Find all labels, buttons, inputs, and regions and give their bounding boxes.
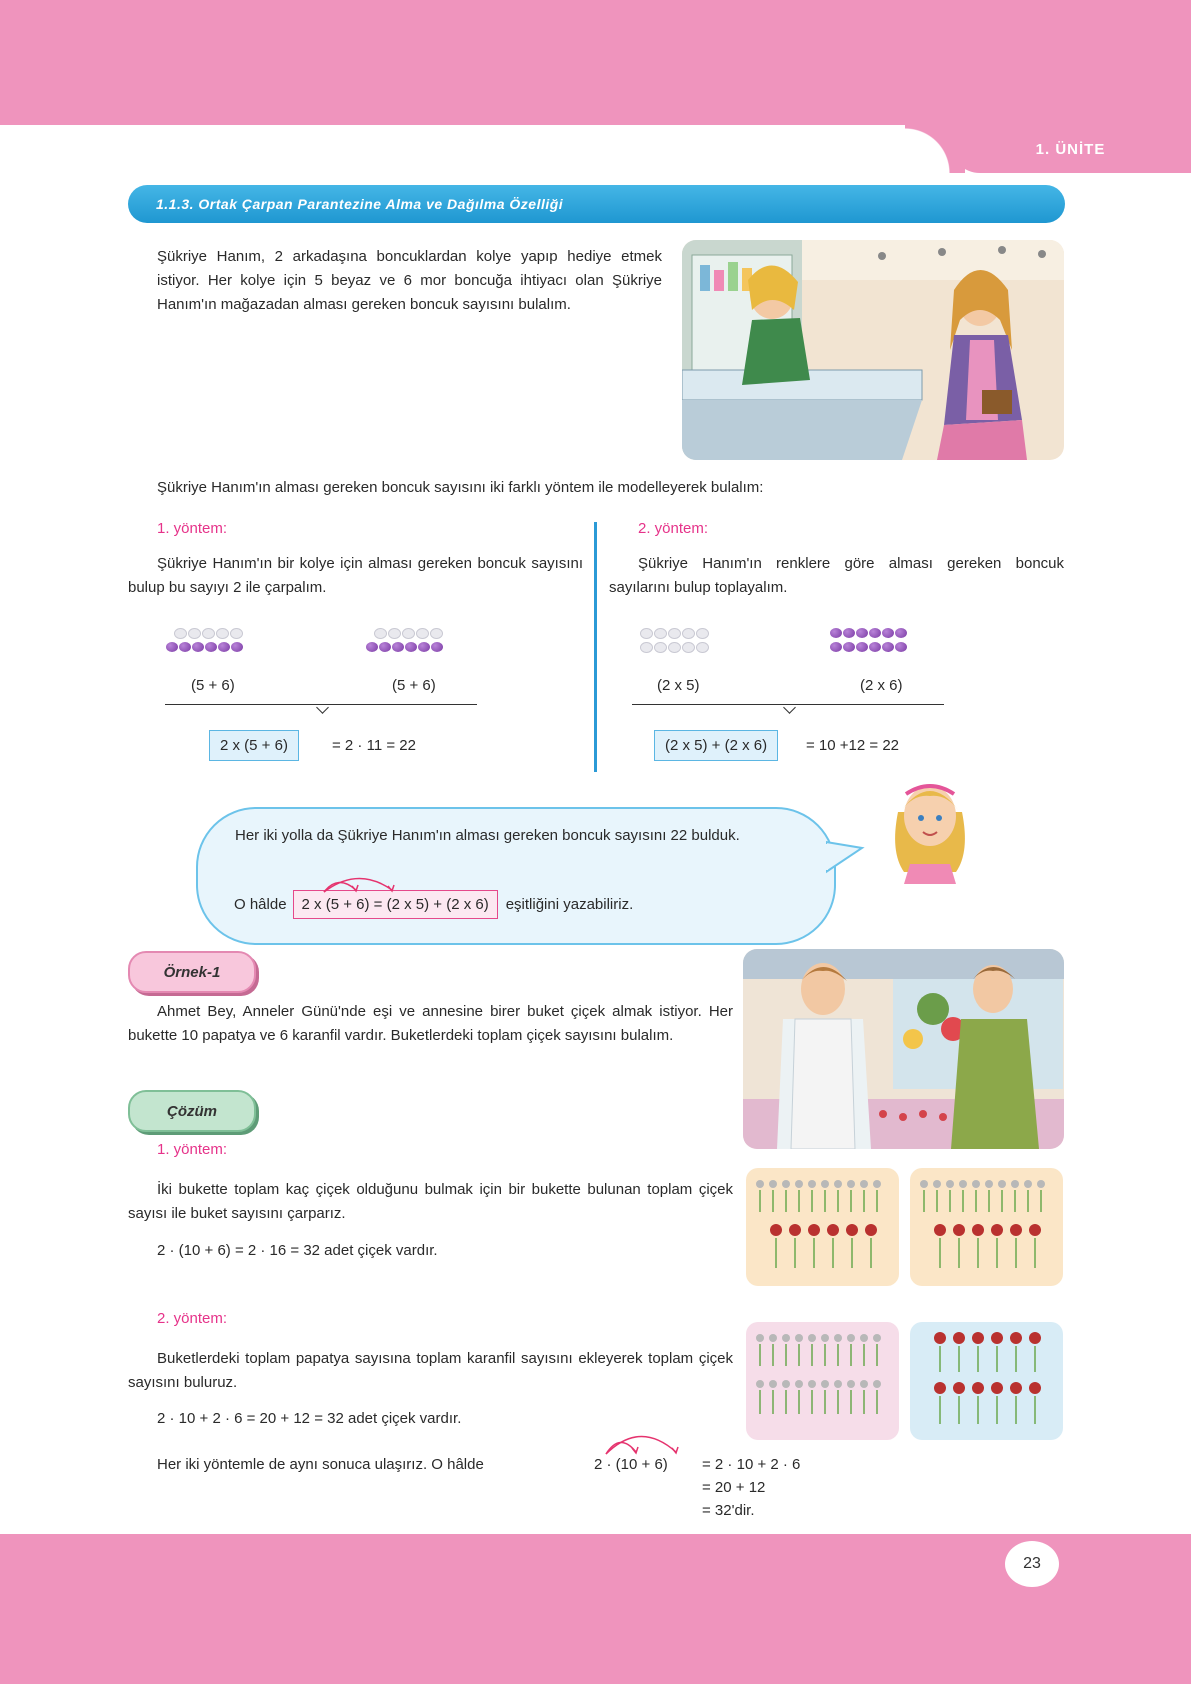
method2-beads-purple	[830, 628, 908, 656]
speech-bubble-tail	[826, 838, 866, 878]
distribution-arrows	[318, 872, 408, 894]
solution-method1-text: İki bukette toplam kaç çiçek olduğunu bulmak için bir bukette bulunan toplam çiçek sayısı ile buket sayısını çarparız.	[128, 1181, 733, 1222]
page-number: 23	[1005, 1541, 1059, 1587]
bubble-suffix: eşitliğini yazabiliriz.	[505, 896, 634, 913]
methods-divider	[594, 522, 597, 772]
method1-result: = 2 · 11 = 22	[332, 737, 416, 754]
final-line1: = 2 · 10 + 2 · 6	[702, 1456, 801, 1473]
solution-label: Çözüm	[128, 1090, 256, 1132]
method1-text: Şükriye Hanım'ın bir kolye için alması gereken boncuk sayısını bulup bu sayıyı 2 ile çarpalım.	[128, 555, 583, 596]
solution-method2-title: 2. yöntem:	[157, 1310, 228, 1327]
intro-text: Şükriye Hanım, 2 arkadaşına boncuklardan kolye yapıp hediye etmek istiyor. Her kolye için 5 beyaz ve 6 mor boncuğa ihtiyacı olan Şükriye Hanım'ın mağazadan alması gereken boncuk sayısını bulalım.	[157, 248, 662, 313]
carnation-panel	[910, 1322, 1063, 1440]
final-line2: = 20 + 12	[702, 1479, 766, 1496]
method2-group-a-label: (2 x 5)	[657, 677, 700, 694]
solution-conclusion: Her iki yöntemle de aynı sonuca ulaşırız. O hâlde	[157, 1456, 484, 1473]
method1-boxed-expr: 2 x (5 + 6)	[209, 730, 299, 761]
solution-method1-expr: 2 · (10 + 6) = 2 · 16 = 32 adet çiçek vardır.	[157, 1242, 438, 1259]
method1-group-b-label: (5 + 6)	[392, 677, 436, 694]
bubble-equation: 2 x (5 + 6) = (2 x 5) + (2 x 6)	[293, 890, 498, 919]
final-line3: = 32'dir.	[702, 1502, 755, 1519]
method1-title: 1. yöntem:	[157, 520, 228, 537]
model-intro: Şükriye Hanım'ın alması gereken boncuk sayısını iki farklı yöntem ile modelleyerek bulalım:	[157, 479, 764, 496]
unit-label: 1. ÜNİTE	[950, 125, 1191, 173]
example-text: Ahmet Bey, Anneler Günü'nde eşi ve annesine birer buket çiçek almak istiyor. Her bukette 10 papatya ve 6 karanfil vardır. Buketlerdeki toplam çiçek sayısını bulalım.	[128, 1003, 733, 1044]
solution-method2-text: Buketlerdeki toplam papatya sayısına toplam karanfil sayısını ekleyerek toplam çiçek sayısını buluruz.	[128, 1350, 733, 1391]
girl-illustration	[890, 772, 970, 884]
method1-beads-a	[166, 628, 244, 656]
method2-title: 2. yöntem:	[638, 520, 709, 537]
bouquet-panel-1	[746, 1168, 899, 1286]
example-label: Örnek-1	[128, 951, 256, 993]
final-distribution-arrows	[600, 1428, 690, 1456]
final-lhs: 2 · (10 + 6)	[594, 1456, 668, 1473]
solution-method1-title: 1. yöntem:	[157, 1141, 228, 1158]
method2-boxed-expr: (2 x 5) + (2 x 6)	[654, 730, 778, 761]
shop-illustration	[682, 240, 1064, 460]
section-title: 1.1.3. Ortak Çarpan Parantezine Alma ve Dağılma Özelliği	[128, 185, 1065, 223]
bubble-prefix: O hâlde	[234, 896, 287, 913]
bouquet-panel-2	[910, 1168, 1063, 1286]
method2-group-b-label: (2 x 6)	[860, 677, 903, 694]
method2-beads-white	[640, 628, 710, 656]
method2-result: = 10 +12 = 22	[806, 737, 900, 754]
method1-group-a-label: (5 + 6)	[191, 677, 235, 694]
bubble-line1: Her iki yolla da Şükriye Hanım'ın alması gereken boncuk sayısını 22 bulduk.	[235, 827, 740, 844]
bubble-equation-row	[234, 890, 633, 919]
header-band	[0, 0, 1191, 125]
flower-shop-illustration	[743, 949, 1064, 1149]
method1-beads-b	[366, 628, 444, 656]
solution-method2-expr: 2 · 10 + 2 · 6 = 20 + 12 = 32 adet çiçek vardır.	[157, 1410, 462, 1427]
method2-text: Şükriye Hanım'ın renklere göre alması gereken boncuk sayılarını bulup toplayalım.	[609, 555, 1064, 596]
daisy-panel	[746, 1322, 899, 1440]
